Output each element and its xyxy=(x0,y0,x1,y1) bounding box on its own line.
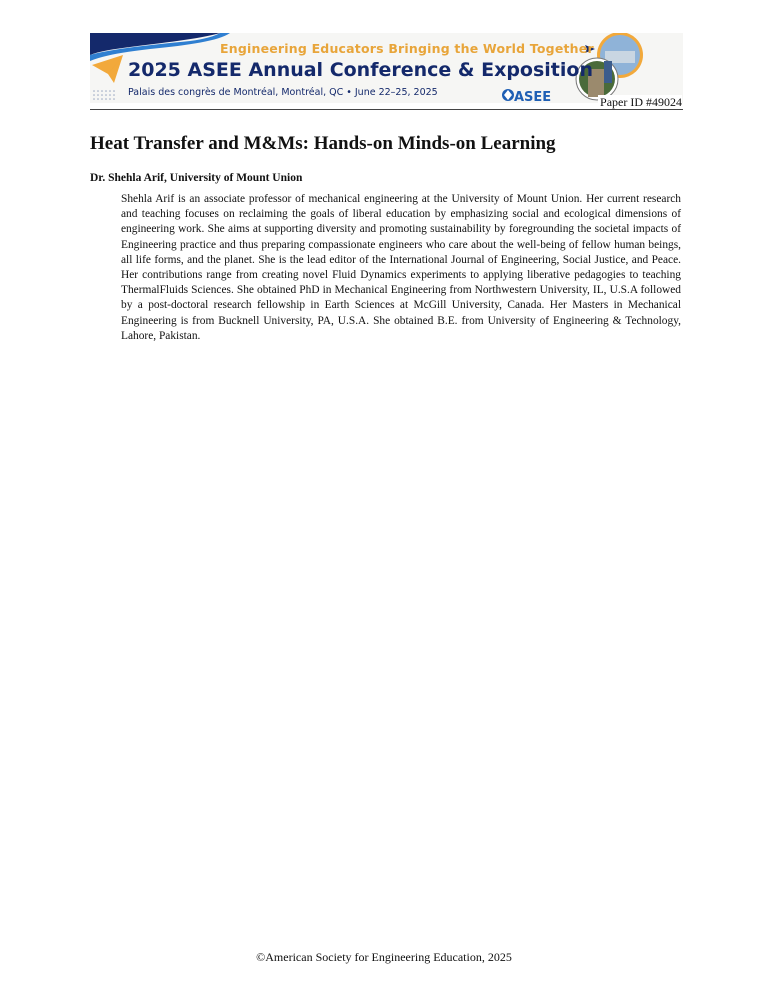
banner-title: 2025 ASEE Annual Conference & Exposition xyxy=(128,59,593,81)
header-divider xyxy=(90,109,683,110)
author-bio: Shehla Arif is an associate professor of mechanical engineering at the University of Mount Union. Her current research and teaching focuses on reclaiming the goals of liberal education by emphasizing social and ecological dimensions of engineering work. She aims at supporting diversity and promoting sustainability by foregrounding the societal impacts of Engineering practice and thus preparing compassionate engineers who care about the well-being of fellow human beings, all life forms, and the planet. She is the lead editor of the International Journal of Engineering, Social Justice, and Peace. Her contributions range from creating novel Fluid Dynamics experiments to applying liberative pedagogies to teaching ThermalFluids Sciences. She obtained PhD in Mechanical Engineering from Northwestern University, IL, U.S.A followed by a post-doctoral research fellowship in Earth Sciences at McGill University, Canada. Her Masters in Mechanical Engineering is from Bucknell University, PA, U.S.A. She obtained B.E. from University of Engineering & Technology, Lahore, Pakistan. xyxy=(121,193,681,342)
copyright-footer: ©American Society for Engineering Education, 2025 xyxy=(256,950,512,964)
conference-banner xyxy=(90,33,683,103)
author-line: Dr. Shehla Arif, University of Mount Union xyxy=(90,172,303,184)
banner-tagline: Engineering Educators Bringing the World Together xyxy=(220,41,594,56)
paper-plane-icon xyxy=(92,55,123,83)
banner-venue: Palais des congrès de Montréal, Montréal, QC • June 22–25, 2025 xyxy=(128,87,438,98)
asee-logo-text: ASEE xyxy=(514,90,552,103)
paper-title: Heat Transfer and M&Ms: Hands-on Minds-on Learning xyxy=(90,133,556,154)
paper-id: Paper ID #49024 xyxy=(600,95,682,109)
